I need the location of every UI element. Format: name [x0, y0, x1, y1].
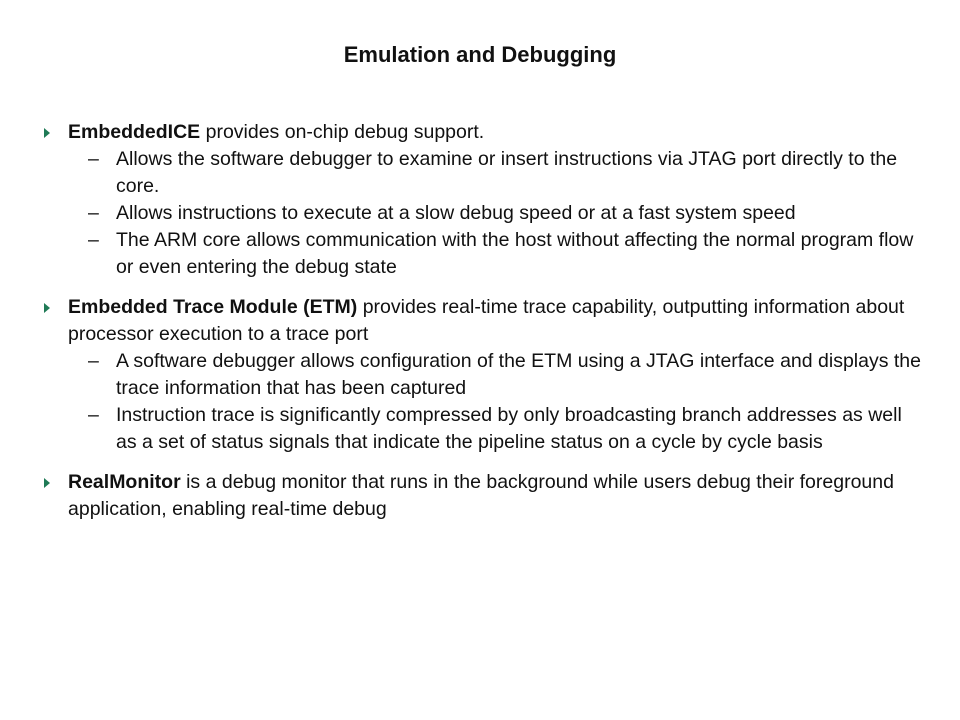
- triangle-right-icon: [44, 303, 50, 313]
- sub-bullet-item: [68, 402, 924, 456]
- sub-bullet-list: [68, 348, 924, 456]
- bullet-text: provides on-chip debug support.: [200, 121, 485, 143]
- sub-bullet-text: Allows instructions to execute at a slow debug speed or at a fast system speed: [116, 202, 796, 224]
- sub-bullet-text: Instruction trace is significantly compressed by only broadcasting branch addresses as well as a set of status signals that indicate the pipeline status on a cycle by cycle basis: [116, 404, 902, 453]
- dash-marker: –: [88, 404, 99, 426]
- sub-bullet-text: Allows the software debugger to examine or insert instructions via JTAG port directly to the core.: [116, 148, 898, 197]
- sub-bullet-item: [68, 348, 924, 402]
- bullet-list: [44, 119, 924, 536]
- dash-marker: –: [88, 148, 99, 170]
- dash-marker: –: [88, 350, 99, 372]
- bullet-item: [44, 119, 924, 281]
- sub-bullet-text: The ARM core allows communication with the host without affecting the normal program flow or even entering the debug state: [116, 229, 914, 278]
- bullet-item: [44, 469, 924, 523]
- dash-marker: –: [88, 229, 99, 251]
- bullet-text: is a debug monitor that runs in the background while users debug their foreground application, enabling real-time debug: [68, 471, 894, 520]
- slide-title: Emulation and Debugging: [343, 42, 617, 67]
- sub-bullet-text: A software debugger allows configuration of the ETM using a JTAG interface and displays the trace information that has been captured: [116, 350, 921, 399]
- sub-bullet-item: [68, 227, 924, 281]
- dash-marker: –: [88, 202, 99, 224]
- bullet-text: provides real-time trace capability, outputting information about processor execution to a trace port: [68, 296, 905, 345]
- sub-bullet-item: [68, 200, 924, 227]
- bullet-item: [44, 294, 924, 456]
- bullet-lead: RealMonitor: [68, 471, 181, 493]
- bullet-lead: Embedded Trace Module (ETM): [68, 296, 358, 318]
- sub-bullet-item: [68, 146, 924, 200]
- bullet-lead: EmbeddedICE: [68, 121, 201, 143]
- sub-bullet-list: [68, 146, 924, 281]
- triangle-right-icon: [44, 478, 50, 488]
- triangle-right-icon: [44, 128, 50, 138]
